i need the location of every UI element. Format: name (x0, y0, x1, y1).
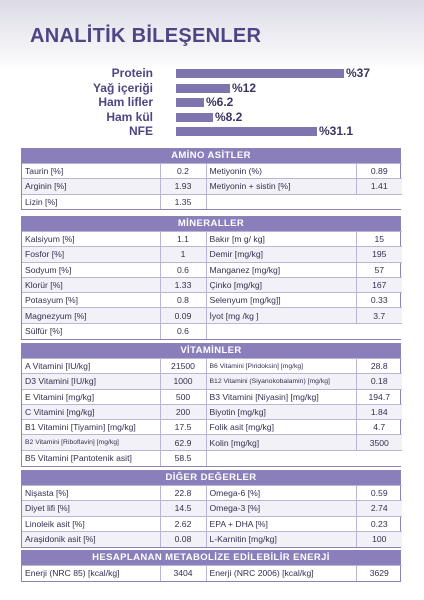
summary-value: %37 (346, 66, 371, 80)
nutrient-name: C Vitamini [mg/kg] (22, 404, 160, 419)
table-row (22, 194, 402, 209)
summary-row (0, 110, 424, 124)
nutrient-value: 200 (160, 404, 206, 419)
nutrient-name: Diyet lifi [%] (22, 501, 160, 516)
nutrient-value: 1 (160, 247, 206, 262)
summary-value: %12 (232, 80, 257, 95)
nutrient-value: 58.5 (160, 450, 206, 465)
nutrient-value: 3629 (356, 566, 402, 581)
nutrient-value: 14.5 (160, 501, 206, 516)
nutrient-name: B2 Vitamini [Riboflavin] [mg/kg] (22, 435, 160, 450)
nutrient-value: 0.6 (160, 323, 206, 338)
nutrient-value: 1.33 (160, 277, 206, 292)
nutrient-name: Sodyum [%] (22, 262, 160, 277)
summary-bar (176, 69, 344, 78)
nutrient-value: 0.89 (356, 164, 402, 179)
summary-bars (0, 66, 424, 139)
nutrient-value: 3.7 (356, 308, 402, 323)
nutrient-name: İyot [mg /kg ] (206, 308, 356, 323)
nutrient-value: 2.74 (356, 501, 402, 516)
nutrient-value: 0.2 (160, 164, 206, 179)
table-row (22, 277, 402, 292)
nutrient-value: 4.7 (356, 420, 402, 435)
table-row (22, 293, 402, 308)
nutrient-name: L-Karnitin [mg/kg] (206, 531, 356, 546)
nutrient-name: Omega-3 [%] (206, 501, 356, 516)
table-row (22, 566, 402, 581)
nutrient-name: Omega-6 [%] (206, 486, 356, 501)
nutrient-name: Taurin [%] (22, 164, 160, 179)
table-row (22, 374, 402, 389)
summary-row (0, 95, 424, 109)
table-row (22, 420, 402, 435)
section-table (21, 470, 401, 548)
nutrient-name: Araşidonik asit [%] (22, 531, 160, 546)
nutrient-name: Çinko [mg/kg] (206, 277, 356, 292)
summary-row (0, 66, 424, 80)
summary-label: Protein (111, 66, 153, 80)
table-row (22, 531, 402, 546)
summary-value: %31.1 (319, 124, 354, 138)
section-table (21, 343, 401, 467)
nutrient-value: 0.59 (356, 486, 402, 501)
nutrient-value: 0.6 (160, 262, 206, 277)
table-row (22, 164, 402, 179)
section-header: HESAPLANAN METABOLİZE EDİLEBİLİR ENERJİ (22, 551, 400, 565)
nutrient-value: 0.33 (356, 293, 402, 308)
nutrient-value: 0.8 (160, 293, 206, 308)
summary-bar (176, 98, 204, 107)
table-row (22, 262, 402, 277)
nutrient-value: 21500 (160, 359, 206, 374)
nutrient-name: Linoleik asit [%] (22, 516, 160, 531)
summary-bar (176, 84, 230, 93)
summary-row (0, 124, 424, 138)
nutrient-value: 195 (356, 247, 402, 262)
section-header: AMİNO ASİTLER (22, 149, 400, 163)
summary-bar (176, 113, 213, 122)
nutrient-name: Enerji (NRC 2006) [kcal/kg] (206, 566, 356, 581)
summary-label: Ham lifler (98, 95, 153, 109)
nutrient-name: Kalsiyum [%] (22, 232, 160, 247)
empty-cell (206, 323, 402, 338)
table-row (22, 179, 402, 194)
nutrient-name: Biyotin [mg/kg] (206, 404, 356, 419)
nutrient-name: B5 Vitamini [Pantotenik asit] (22, 450, 160, 465)
nutrient-name: Kolin [mg/kg] (206, 435, 356, 450)
nutrient-name: Metiyonin + sistin [%] (206, 179, 356, 194)
summary-label: Ham kül (106, 109, 153, 124)
table-row (22, 232, 402, 247)
nutrient-value: 2.62 (160, 516, 206, 531)
nutrient-value: 3500 (356, 435, 402, 450)
nutrient-value: 15 (356, 232, 402, 247)
nutrient-value: 0.23 (356, 516, 402, 531)
nutrient-name: B6 Vitamini [Piridoksin] [mg/kg] (206, 359, 356, 374)
table-row (22, 435, 402, 450)
nutrient-value: 28.8 (356, 359, 402, 374)
table-row (22, 450, 402, 465)
table-row (22, 486, 402, 501)
summary-label: Yağ içeriği (92, 80, 153, 95)
summary-bar (176, 127, 317, 136)
nutrient-name: Bakır [m g/ kg] (206, 232, 356, 247)
nutrient-value: 1.84 (356, 404, 402, 419)
nutrient-value: 1.1 (160, 232, 206, 247)
nutrient-name: Magnezyum [%] (22, 308, 160, 323)
nutrient-name: B1 Vitamini [Tiyamin] [mg/kg] (22, 420, 160, 435)
nutrient-name: D3 Vitamini [IU/kg] (22, 374, 160, 389)
nutrient-value: 1.93 (160, 179, 206, 194)
table-row (22, 359, 402, 374)
nutrient-value: 62.9 (160, 435, 206, 450)
nutrient-name: Sülfür [%] (22, 323, 160, 338)
table-row (22, 308, 402, 323)
section-header: DİĞER DEĞERLER (22, 471, 400, 485)
page-title: ANALİTİK BİLEŞENLER (30, 25, 262, 47)
nutrient-value: 1.41 (356, 179, 402, 194)
nutrient-name: Folik asit [mg/kg] (206, 420, 356, 435)
nutrient-value: 167 (356, 277, 402, 292)
table-row (22, 516, 402, 531)
table-row (22, 404, 402, 419)
summary-value: %6.2 (206, 95, 234, 109)
summary-label: NFE (129, 124, 153, 138)
nutrient-name: B12 Vitamini (Siyanokobalamin) [mg/kg] (206, 374, 356, 389)
nutrient-name: Klorür [%] (22, 277, 160, 292)
section-header: VİTAMİNLER (22, 344, 400, 358)
nutrient-name: Potasyum [%] (22, 293, 160, 308)
section-table (21, 216, 401, 340)
table-row (22, 389, 402, 404)
nutrient-name: Arginin [%] (22, 179, 160, 194)
nutrient-value: 1.35 (160, 194, 206, 209)
summary-value: %8.2 (215, 109, 243, 124)
section-header: MİNERALLER (22, 217, 400, 231)
table-row (22, 323, 402, 338)
nutrient-name: EPA + DHA [%] (206, 516, 356, 531)
nutrient-value: 22.8 (160, 486, 206, 501)
nutrient-value: 194.7 (356, 389, 402, 404)
nutrient-name: Lizin [%] (22, 194, 160, 209)
section-table (21, 550, 401, 582)
nutrient-name: E Vitamini [mg/kg] (22, 389, 160, 404)
nutrient-value: 0.08 (160, 531, 206, 546)
nutrient-name: Demir [mg/kg] (206, 247, 356, 262)
table-row (22, 501, 402, 516)
nutrient-name: Fosfor [%] (22, 247, 160, 262)
nutrient-value: 100 (356, 531, 402, 546)
section-table (21, 148, 401, 210)
nutrient-name: B3 Vitamini [Niyasin] [mg/kg] (206, 389, 356, 404)
nutrient-name: Selenyum [mg/kg]] (206, 293, 356, 308)
nutrient-name: Metiyonin (%) (206, 164, 356, 179)
nutrient-value: 1000 (160, 374, 206, 389)
nutrient-name: Manganez [mg/kg] (206, 262, 356, 277)
nutrient-value: 500 (160, 389, 206, 404)
nutrient-name: Nişasta [%] (22, 486, 160, 501)
empty-cell (206, 450, 402, 465)
nutrient-value: 57 (356, 262, 402, 277)
summary-row (0, 81, 424, 95)
nutrient-value: 0.09 (160, 308, 206, 323)
nutrient-name: A Vitamini [IU/kg] (22, 359, 160, 374)
table-row (22, 247, 402, 262)
nutrient-value: 17.5 (160, 420, 206, 435)
nutrient-value: 0.18 (356, 374, 402, 389)
nutrient-name: Enerji (NRC 85) [kcal/kg] (22, 566, 160, 581)
empty-cell (206, 194, 402, 209)
nutrient-value: 3404 (160, 566, 206, 581)
